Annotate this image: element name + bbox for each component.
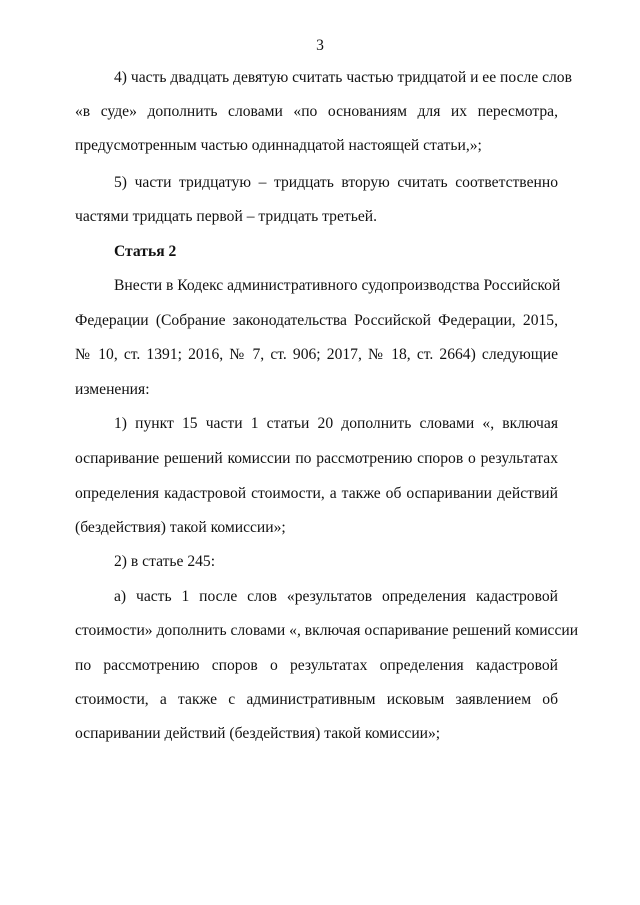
text-line: 4) часть двадцать девятую считать частью тридцатой и ее после слов [114, 69, 572, 86]
text-line: (бездействия) такой комиссии»; [75, 519, 286, 536]
text-line: 1) пункт 15 части 1 статьи 20 дополнить словами «, включая [114, 415, 558, 432]
text-line: оспаривании действий (бездействия) такой комиссии»; [75, 725, 441, 742]
article-heading: Статья 2 [114, 243, 177, 260]
text-line: стоимости, а также с административным исковым заявлением об [75, 691, 558, 708]
text-line: Федерации (Собрание законодательства Российской Федерации, 2015, [75, 312, 558, 329]
text-line: определения кадастровой стоимости, а также об оспаривании действий [75, 485, 558, 502]
text-line: по рассмотрению споров о результатах определения кадастровой [75, 657, 558, 674]
text-line: предусмотренным частью одиннадцатой настоящей статьи,»; [75, 137, 482, 154]
text-line: «в суде» дополнить словами «по основаниям для их пересмотра, [75, 103, 558, 120]
text-line: а) часть 1 после слов «результатов определения кадастровой [114, 588, 558, 605]
text-line: 2) в статье 245: [114, 553, 216, 570]
text-line: оспаривание решений комиссии по рассмотрению споров о результатах [75, 450, 558, 467]
text-line: изменения: [75, 381, 150, 398]
text-line: стоимости» дополнить словами «, включая оспаривание решений комиссии [75, 622, 579, 639]
text-line: частями тридцать первой – тридцать третьей. [75, 208, 377, 225]
text-line: 5) части тридцатую – тридцать вторую считать соответственно [114, 174, 558, 191]
text-line: Внести в Кодекс административного судопроизводства Российской [114, 277, 561, 294]
page-number: 3 [316, 37, 324, 54]
text-line: № 10, ст. 1391; 2016, № 7, ст. 906; 2017, № 18, ст. 2664) следующие [75, 346, 558, 363]
